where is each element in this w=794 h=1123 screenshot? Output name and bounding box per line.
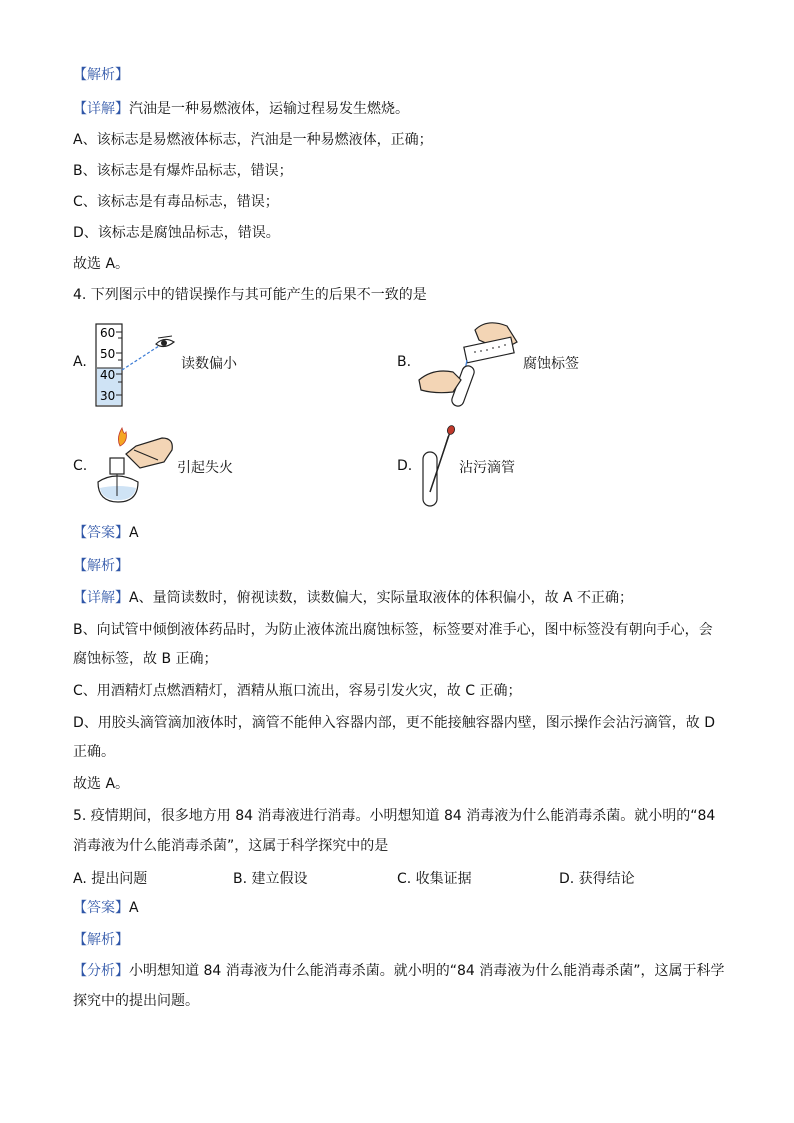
explain-a: A、该标志是易燃液体标志，汽油是一种易燃液体，正确； [73,132,433,148]
option-d-text: 沾污滴管 [459,460,515,476]
eye-icon [156,336,174,347]
xiangjie-line-2 [73,588,633,608]
dropper-figure [418,424,458,510]
q4-explain-6: 正确。 [73,744,115,760]
q4-explain-3: 腐蚀标签，故 B 正确； [73,651,218,667]
q4-explain-1: A、量筒读数时，俯视读数，读数偏大，实际量取液体的体积偏小，故 A 不正确； [129,590,634,606]
q4-explain-4: C、用酒精灯点燃酒精灯，酒精从瓶口流出，容易引发火灾，故 C 正确； [73,683,522,699]
fenxi-tag: 【分析】 [73,963,129,979]
option-c-label: C. [73,458,88,474]
tick-40: 40 [100,368,116,382]
answer-line-4 [73,523,139,543]
answer-5: A [129,900,139,916]
option-b-text: 腐蚀标签 [523,356,579,372]
question-4-stem: 4. 下列图示中的错误操作与其可能产生的后果不一致的是 [73,287,427,303]
option-d-label: D. [397,458,413,474]
option-b-label: B. [397,354,412,370]
graduated-cylinder-figure [92,322,182,410]
tick-60: 60 [100,326,116,340]
q4-explain-2: B、向试管中倾倒液体药品时，为防止液体流出腐蚀标签，标签要对准手心，图中标签没有朝向手心，会 [73,622,713,638]
option-c-text: 引起失火 [177,460,233,476]
jiexi-heading-2: 【解析】 [73,558,129,574]
question-5-stem-1: 5. 疫情期间，很多地方用 84 消毒液进行消毒。小明想知道 84 消毒液为什么能消毒杀菌。就小明的“84 [73,808,716,824]
xiangjie-text: 汽油是一种易燃液体，运输过程易发生燃烧。 [129,101,409,117]
xiangjie-tag-2: 【详解】 [73,590,129,606]
fenxi-line-2: 探究中的提出问题。 [73,993,199,1009]
explain-c: C、该标志是有毒品标志，错误； [73,194,279,210]
choice-c: C. 收集证据 [397,871,472,887]
conclusion-2: 故选 A。 [73,776,130,792]
question-5-stem-2: 消毒液为什么能消毒杀菌”，这属于科学探究中的是 [73,838,389,854]
option-a-label: A. [73,354,87,370]
alcohol-lamp-figure [92,424,180,508]
flame-icon [118,428,126,446]
q4-explain-5: D、用胶头滴管滴加液体时，滴管不能伸入容器内部，更不能接触容器内壁，图示操作会沾污滴管，故 D [73,715,716,731]
answer-tag-5: 【答案】 [73,900,129,916]
choice-b: B. 建立假设 [233,871,308,887]
answer-4: A [129,525,139,541]
explain-b: B、该标志是有爆炸品标志，错误； [73,163,293,179]
fenxi-text-1: 小明想知道 84 消毒液为什么能消毒杀菌。就小明的“84 消毒液为什么能消毒杀菌”，这属于科学 [129,963,725,979]
xiangjie-tag: 【详解】 [73,101,129,117]
answer-tag-4: 【答案】 [73,525,129,541]
answer-line-5 [73,898,139,918]
tick-30: 30 [100,389,116,403]
tick-50: 50 [100,347,116,361]
option-a-text: 读数偏小 [181,356,237,372]
choice-d: D. 获得结论 [559,871,635,887]
jiexi-heading-3: 【解析】 [73,932,129,948]
explain-d: D、该标志是腐蚀品标志，错误。 [73,225,280,241]
conclusion-1: 故选 A。 [73,256,130,272]
jiexi-heading-1: 【解析】 [73,67,129,83]
xiangjie-line-1 [73,99,409,119]
fenxi-line-1 [73,961,724,981]
pouring-liquid-figure [417,320,522,410]
choice-a: A. 提出问题 [73,871,148,887]
